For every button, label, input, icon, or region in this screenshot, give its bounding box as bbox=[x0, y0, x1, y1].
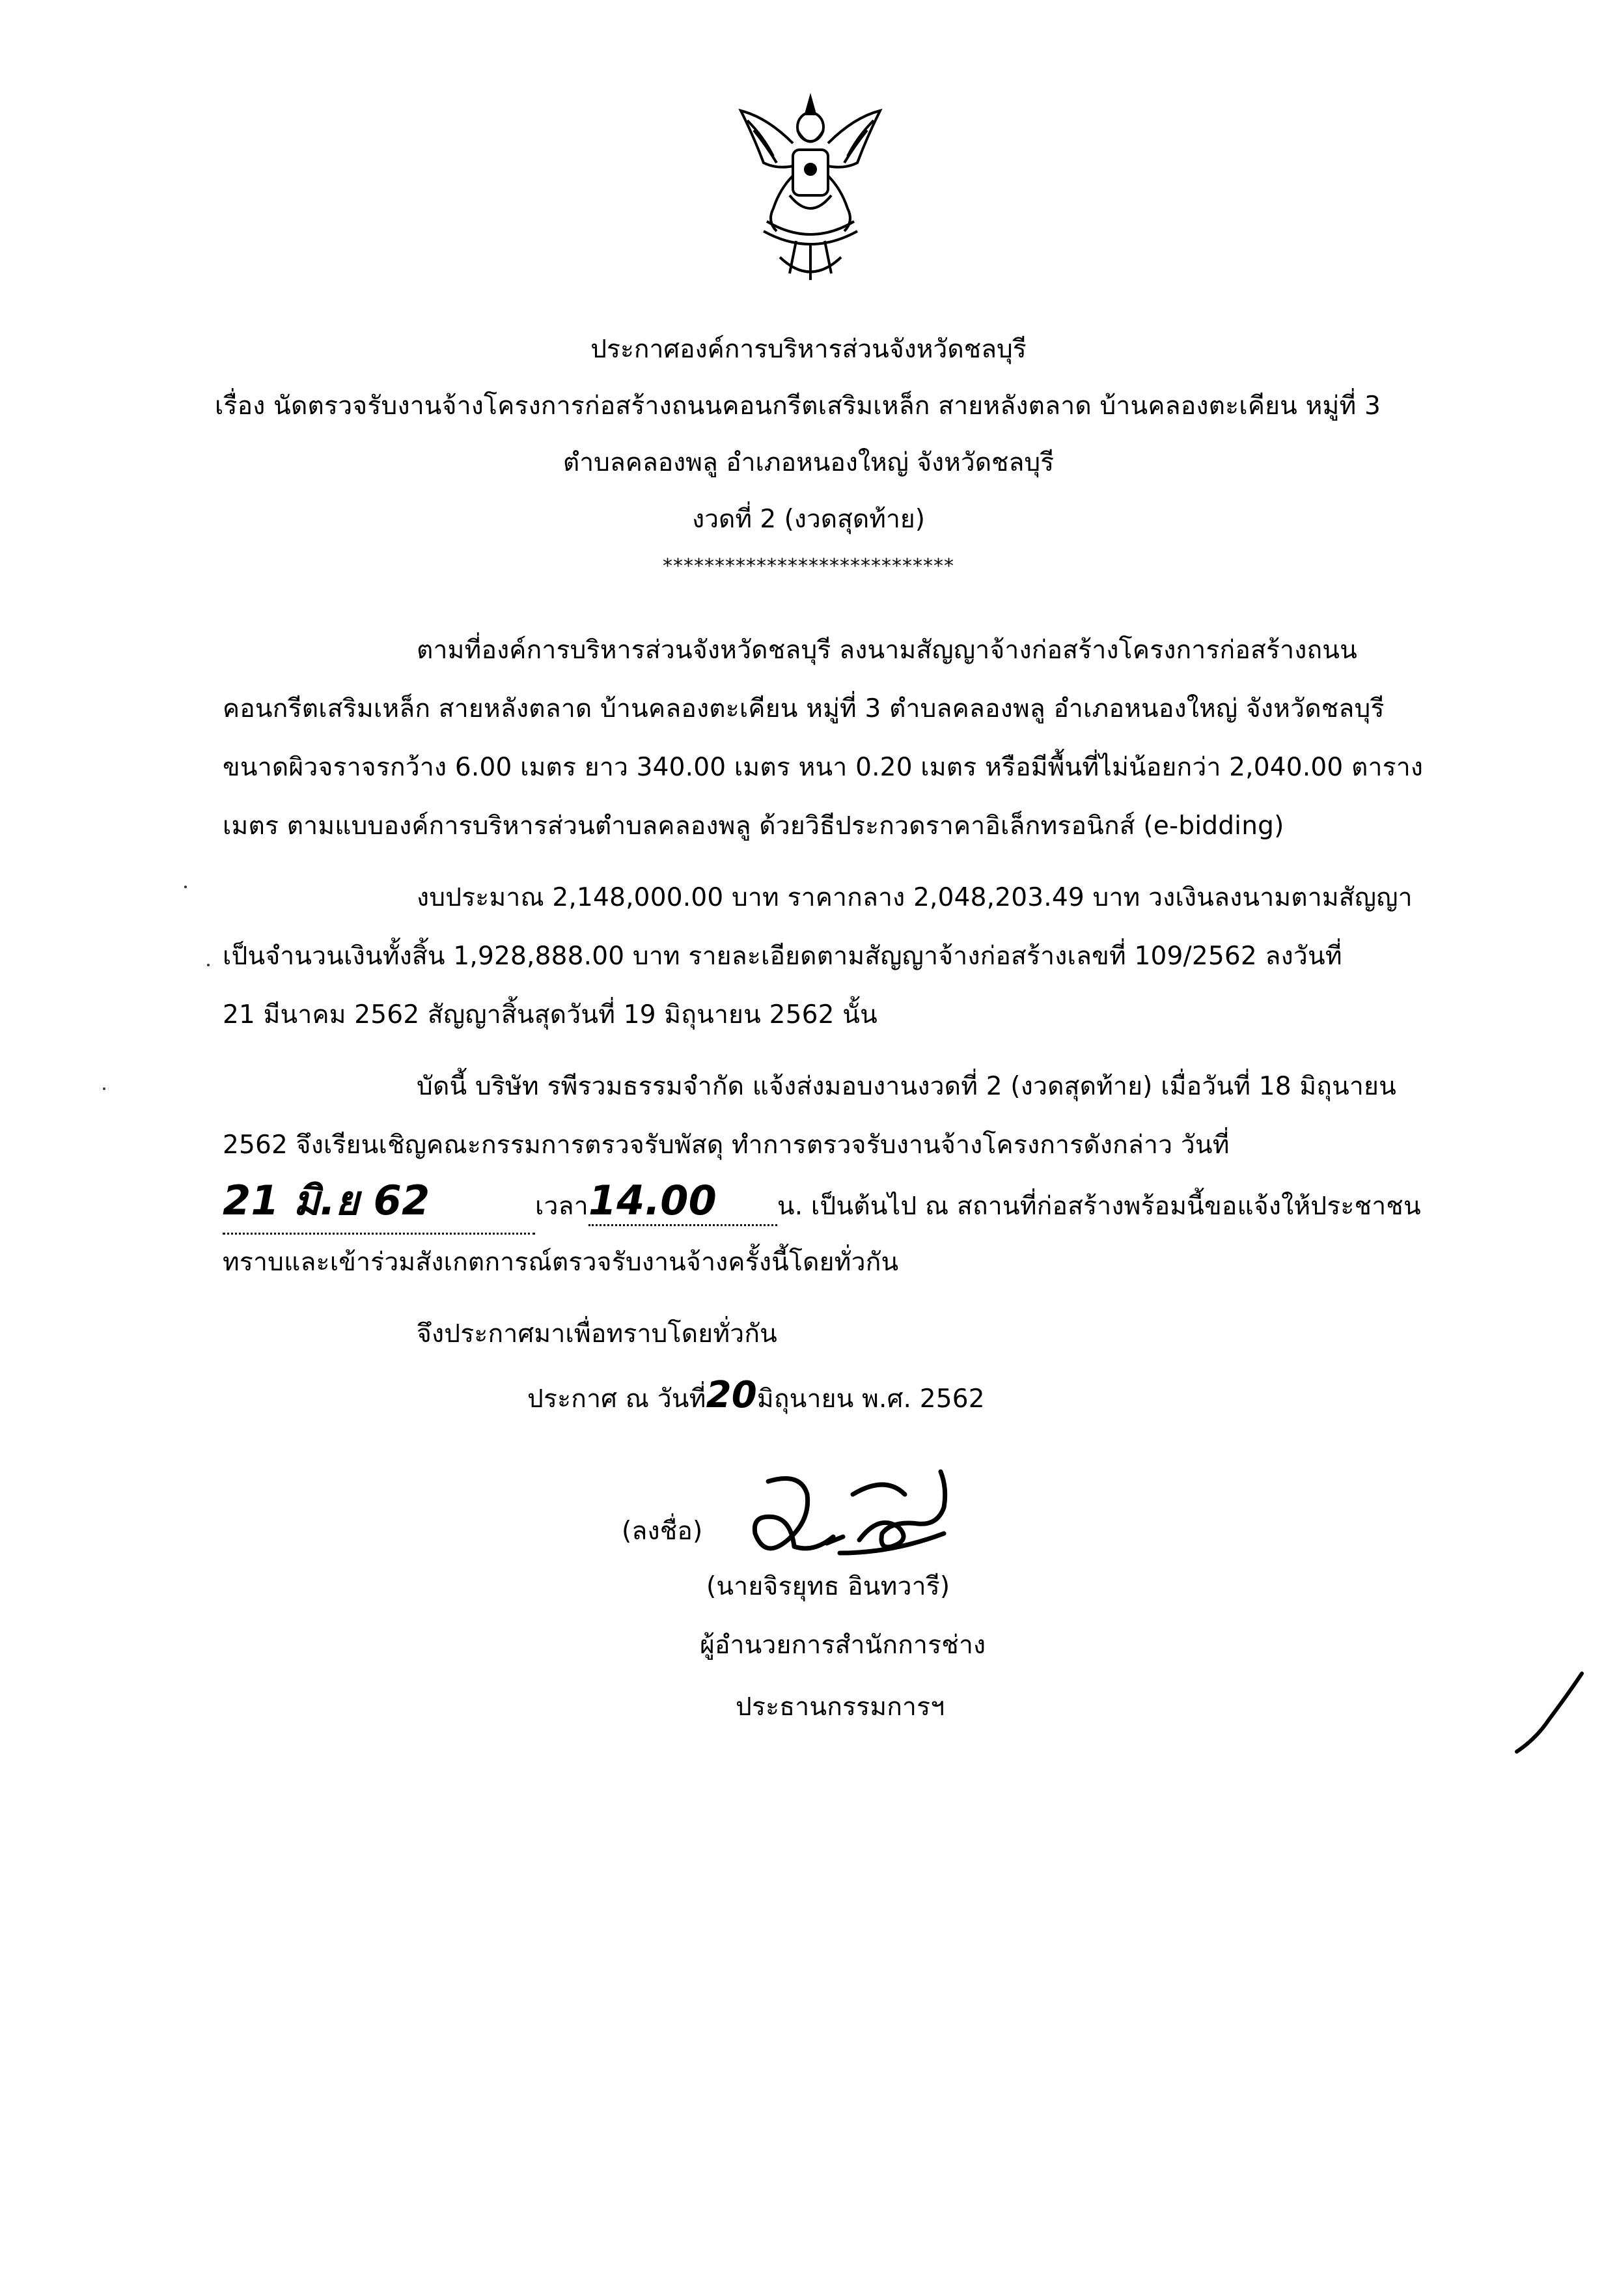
signer-position: ผู้อำนวยการสำนักการช่าง bbox=[700, 1631, 986, 1660]
announce-prefix: ประกาศ ณ วันที่ bbox=[527, 1384, 706, 1414]
signer-name: (นายจิรยุทธ อินทวารี) bbox=[706, 1572, 950, 1601]
announcement-org-title: ประกาศองค์การบริหารส่วนจังหวัดชลบุรี bbox=[590, 335, 1027, 364]
subject-line-3: งวดที่ 2 (งวดสุดท้าย) bbox=[692, 505, 925, 534]
signer-role: ประธานกรรมการฯ bbox=[736, 1692, 945, 1722]
paragraph-1-line-2: คอนกรีตเสริมเหล็ก สายหลังตลาด บ้านคลองตะเคียน หมู่ที่ 3 ตำบลคลองพลู อำเภอหนองใหญ่ จังหวัดชลบุรี bbox=[223, 694, 1385, 723]
paragraph-3-line-4: ทราบและเข้าร่วมสังเกตการณ์ตรวจรับงานจ้างครั้งนี้โดยทั่วกัน bbox=[223, 1248, 899, 1277]
paragraph-2-line-1: งบประมาณ 2,148,000.00 บาท ราคากลาง 2,048,203.49 บาท วงเงินลงนามตามสัญญา bbox=[417, 883, 1413, 912]
announce-suffix: มิถุนายน พ.ศ. 2562 bbox=[756, 1384, 985, 1414]
paragraph-3-line-2: 2562 จึงเรียนเชิญคณะกรรมการตรวจรับพัสดุ ทำการตรวจรับงานจ้างโครงการดังกล่าว วันที่ bbox=[223, 1130, 1230, 1160]
paragraph-3-line-3 bbox=[223, 1169, 1421, 1235]
paragraph-2-line-2: เป็นจำนวนเงินทั้งสิ้น 1,928,888.00 บาท รายละเอียดตามสัญญาจ้างก่อสร้างเลขที่ 109/2562 ลงวันที่ bbox=[223, 942, 1342, 971]
paragraph-1-line-3: ขนาดผิวจราจรกว้าง 6.00 เมตร ยาว 340.00 เมตร หนา 0.20 เมตร หรือมีพื้นที่ไม่น้อยกว่า 2,040.00 ตาราง bbox=[223, 753, 1424, 782]
time-label: เวลา bbox=[535, 1192, 588, 1221]
paragraph-3-line-1: บัดนี้ บริษัท รพีรวมธรรมจำกัด แจ้งส่งมอบงานงวดที่ 2 (งวดสุดท้าย) เมื่อวันที่ 18 มิถุนายน bbox=[417, 1072, 1396, 1101]
announce-date-line bbox=[527, 1374, 985, 1419]
signature-label: (ลงชื่อ) bbox=[622, 1517, 703, 1546]
handwritten-date: 21 มิ.ย 62 bbox=[223, 1177, 430, 1224]
scan-speck bbox=[103, 1087, 105, 1090]
paragraph-2-line-3: 21 มีนาคม 2562 สัญญาสิ้นสุดวันที่ 19 มิถุนายน 2562 นั้น bbox=[223, 1000, 878, 1029]
paragraph-3-line-3-text: น. เป็นต้นไป ณ สถานที่ก่อสร้างพร้อมนี้ขอแจ้งให้ประชาชน bbox=[777, 1192, 1421, 1221]
scan-speck bbox=[207, 964, 210, 966]
closing-line: จึงประกาศมาเพื่อทราบโดยทั่วกัน bbox=[417, 1319, 777, 1349]
pen-tick-mark bbox=[1510, 1667, 1588, 1758]
handwritten-day: 20 bbox=[706, 1374, 757, 1416]
subject-line-2: ตำบลคลองพลู อำเภอหนองใหญ่ จังหวัดชลบุรี bbox=[562, 448, 1055, 477]
subject-line-1: เรื่อง นัดตรวจรับงานจ้างโครงการก่อสร้างถนนคอนกรีตเสริมเหล็ก สายหลังตลาด บ้านคลองตะเคียน หมู่ที่ 3 bbox=[215, 391, 1381, 421]
paragraph-1-line-4: เมตร ตามแบบองค์การบริหารส่วนตำบลคลองพลู ด้วยวิธีประกวดราคาอิเล็กทรอนิกส์ (e-bidding) bbox=[223, 811, 1284, 841]
paragraph-1-line-1: ตามที่องค์การบริหารส่วนจังหวัดชลบุรี ลงนามสัญญาจ้างก่อสร้างโครงการก่อสร้างถนน bbox=[417, 636, 1358, 665]
separator-stars: **************************** bbox=[663, 555, 954, 578]
scan-speck bbox=[184, 886, 187, 888]
garuda-emblem-icon bbox=[728, 91, 894, 287]
handwritten-time: 14.00 bbox=[588, 1177, 717, 1224]
